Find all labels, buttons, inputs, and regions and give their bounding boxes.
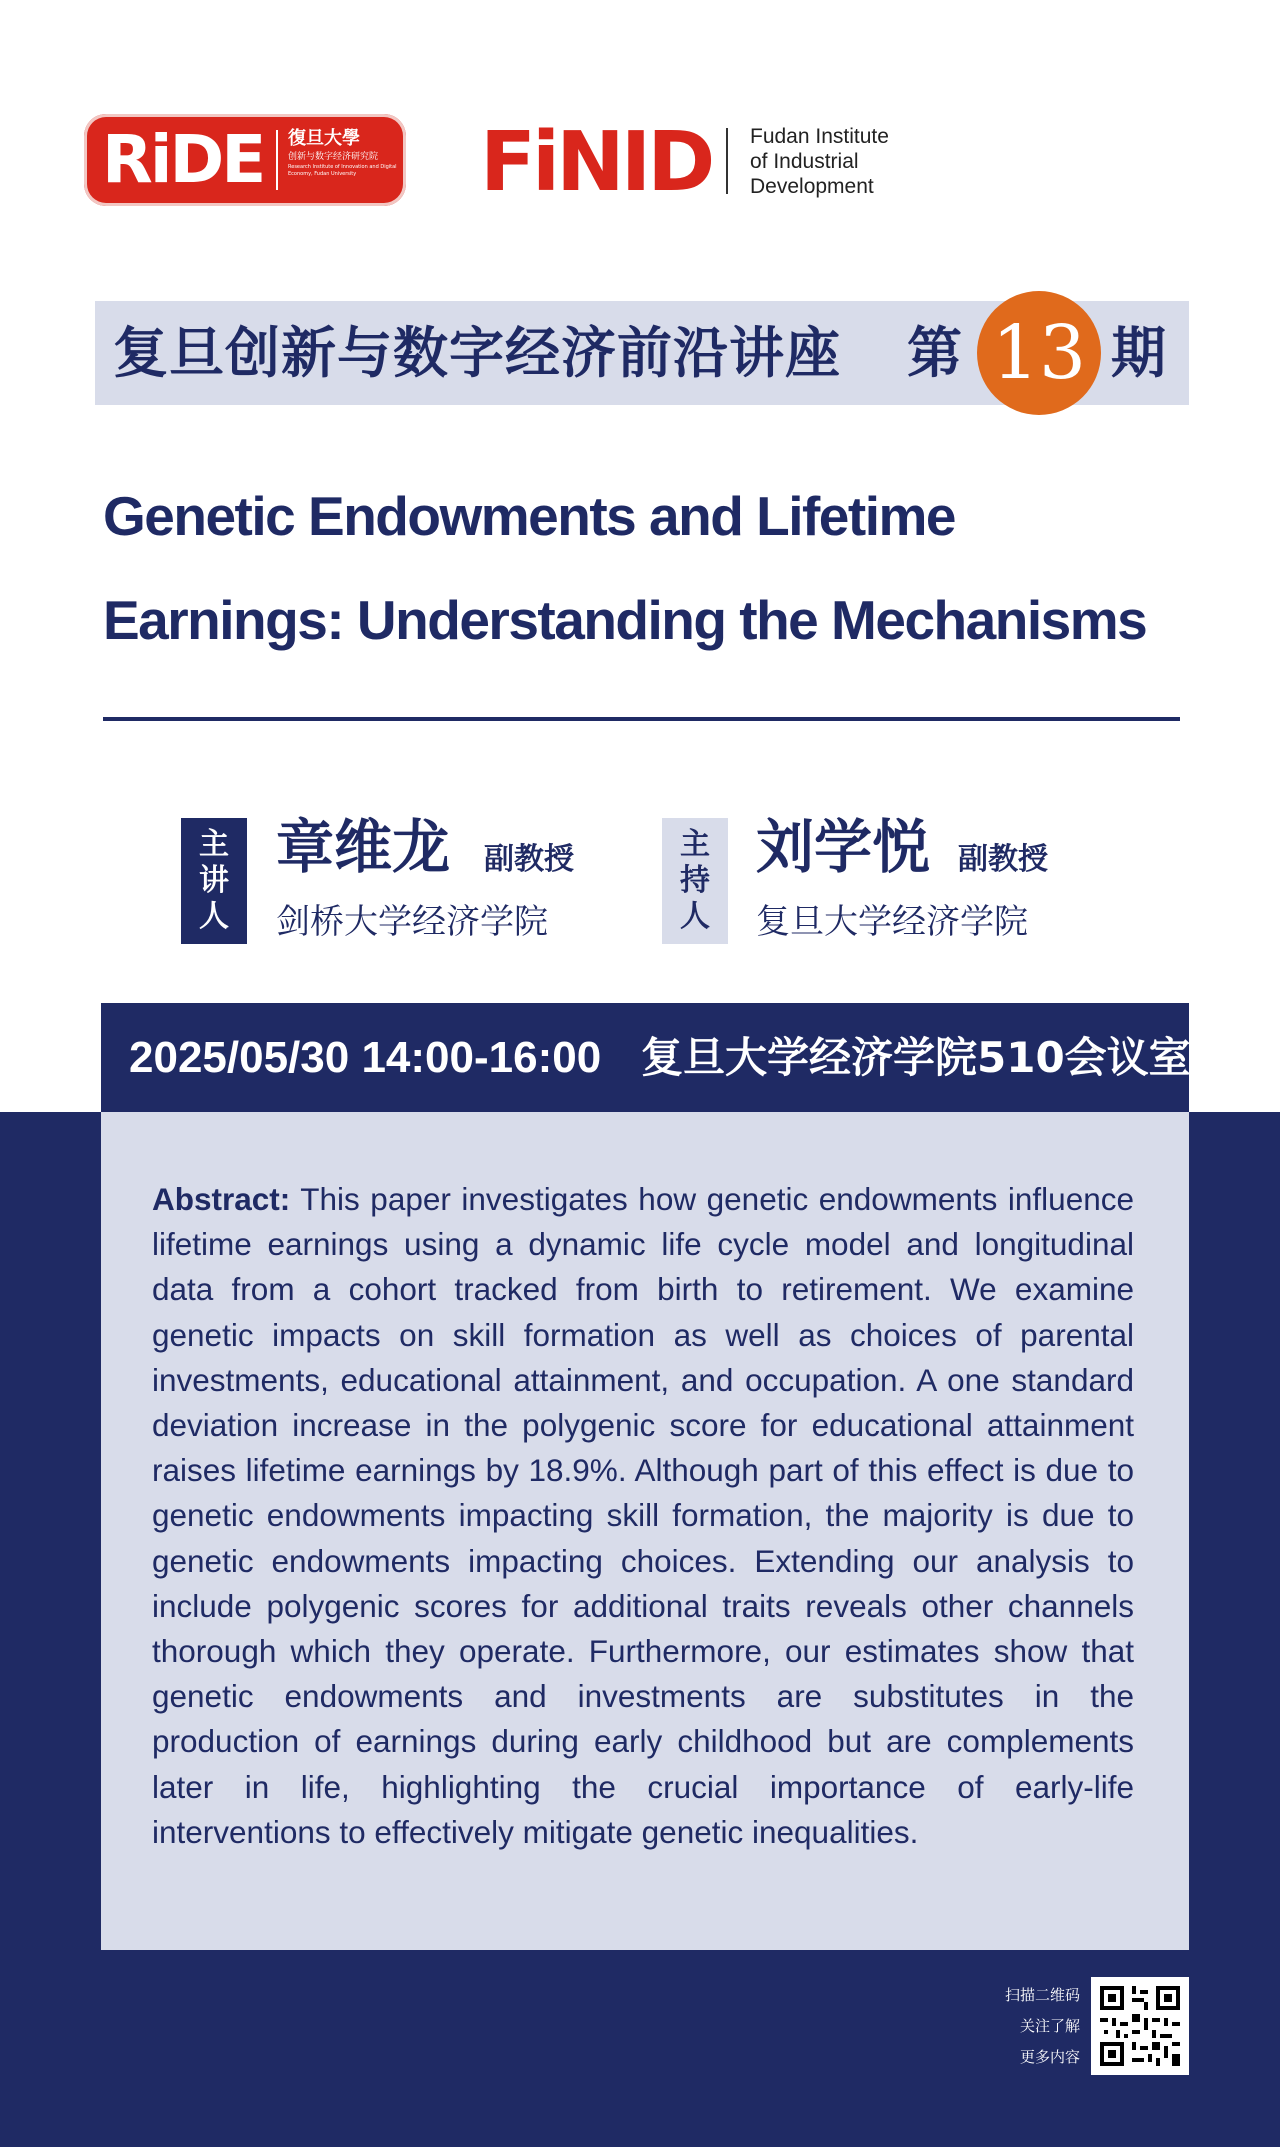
speaker-title: 副教授 [484,842,574,877]
title-divider [103,717,1180,721]
speaker-role-char: 讲 [199,863,229,898]
host-role-char: 主 [680,827,710,862]
abstract-label: Abstract: [152,1181,291,1217]
qr-code-icon[interactable] [1091,1977,1189,2075]
abstract-text: This paper investigates how genetic endowments influence lifetime earnings using a dynamic life cycle model and longitudinal data from a cohort tracked from birth to retirement. We examine genetic impacts on skill formation as well as choices of parental investments, educational attainment, and occupation. A one standard deviation increase in the polygenic score for educational attainment raises lifetime earnings by 18.9%. Although part of this effect is due to genetic endowments impacting skill formation, the majority is due to genetic endowments impacting choices. Extending our analysis to include polygenic scores for additional traits reveals other channels thorough which they operate. Furthermore, our estimates show that genetic endowments and investments are substitutes in the production of earnings during early childhood but are complements later in life, highlighting the crucial importance of early-life interventions to effectively mitigate genetic inequalities. [152,1181,1134,1850]
talk-title: Genetic Endowments and Lifetime Earnings: Understanding the Mechanisms [103,485,1147,651]
host-role-char: 人 [680,899,710,934]
ride-logo-university: 復旦大學 [288,128,360,149]
find-logo-text: Fudan Institute of Industrial Development [750,125,889,198]
ride-logo-subtitle [288,128,398,178]
qr-code-graphic [1096,1982,1184,2070]
ride-logo-institute-en: Research Institute of Innovation and Digital Economy, Fudan University [288,164,397,177]
series-title: 复旦创新与数字经济前沿讲座 [113,320,842,385]
host-affiliation: 复旦大学经济学院 [756,902,1028,942]
ride-logo-word: RiDE [102,121,264,198]
qr-caption [960,1980,1080,2073]
speaker-name: 章维龙 [276,813,451,881]
host-role-tag [662,818,728,944]
host-title: 副教授 [958,842,1048,877]
series-banner [95,301,1189,405]
find-logo-word: FiNID [480,115,712,210]
speaker-role-char: 主 [199,827,229,862]
qr-caption-line: 扫描二维码 [1004,1986,1080,2004]
issue-prefix: 第 [907,320,963,385]
event-venue: 复旦大学经济学院510会议室 [641,1033,1191,1082]
abstract-panel [101,1112,1189,1950]
speaker-role-char: 人 [199,899,229,934]
speaker-affiliation: 剑桥大学经济学院 [276,902,548,942]
qr-caption-line: 关注了解 [1019,2017,1080,2035]
abstract-body [152,1177,1134,1855]
event-datetime: 2025/05/30 14:00-16:00 [129,1033,602,1082]
host-name: 刘学悦 [756,813,931,881]
ride-logo-institute-cn: 创新与数字经济研究院 [288,152,379,162]
find-logo-divider [726,128,728,194]
event-info-bar [101,1003,1189,1113]
qr-caption-line: 更多内容 [1019,2048,1080,2066]
issue-suffix: 期 [1111,320,1167,385]
issue-number-badge: 13 [977,291,1101,415]
ride-logo [84,114,406,206]
ride-logo-divider [276,130,278,190]
speaker-role-tag [181,818,247,944]
host-role-char: 持 [680,863,710,898]
